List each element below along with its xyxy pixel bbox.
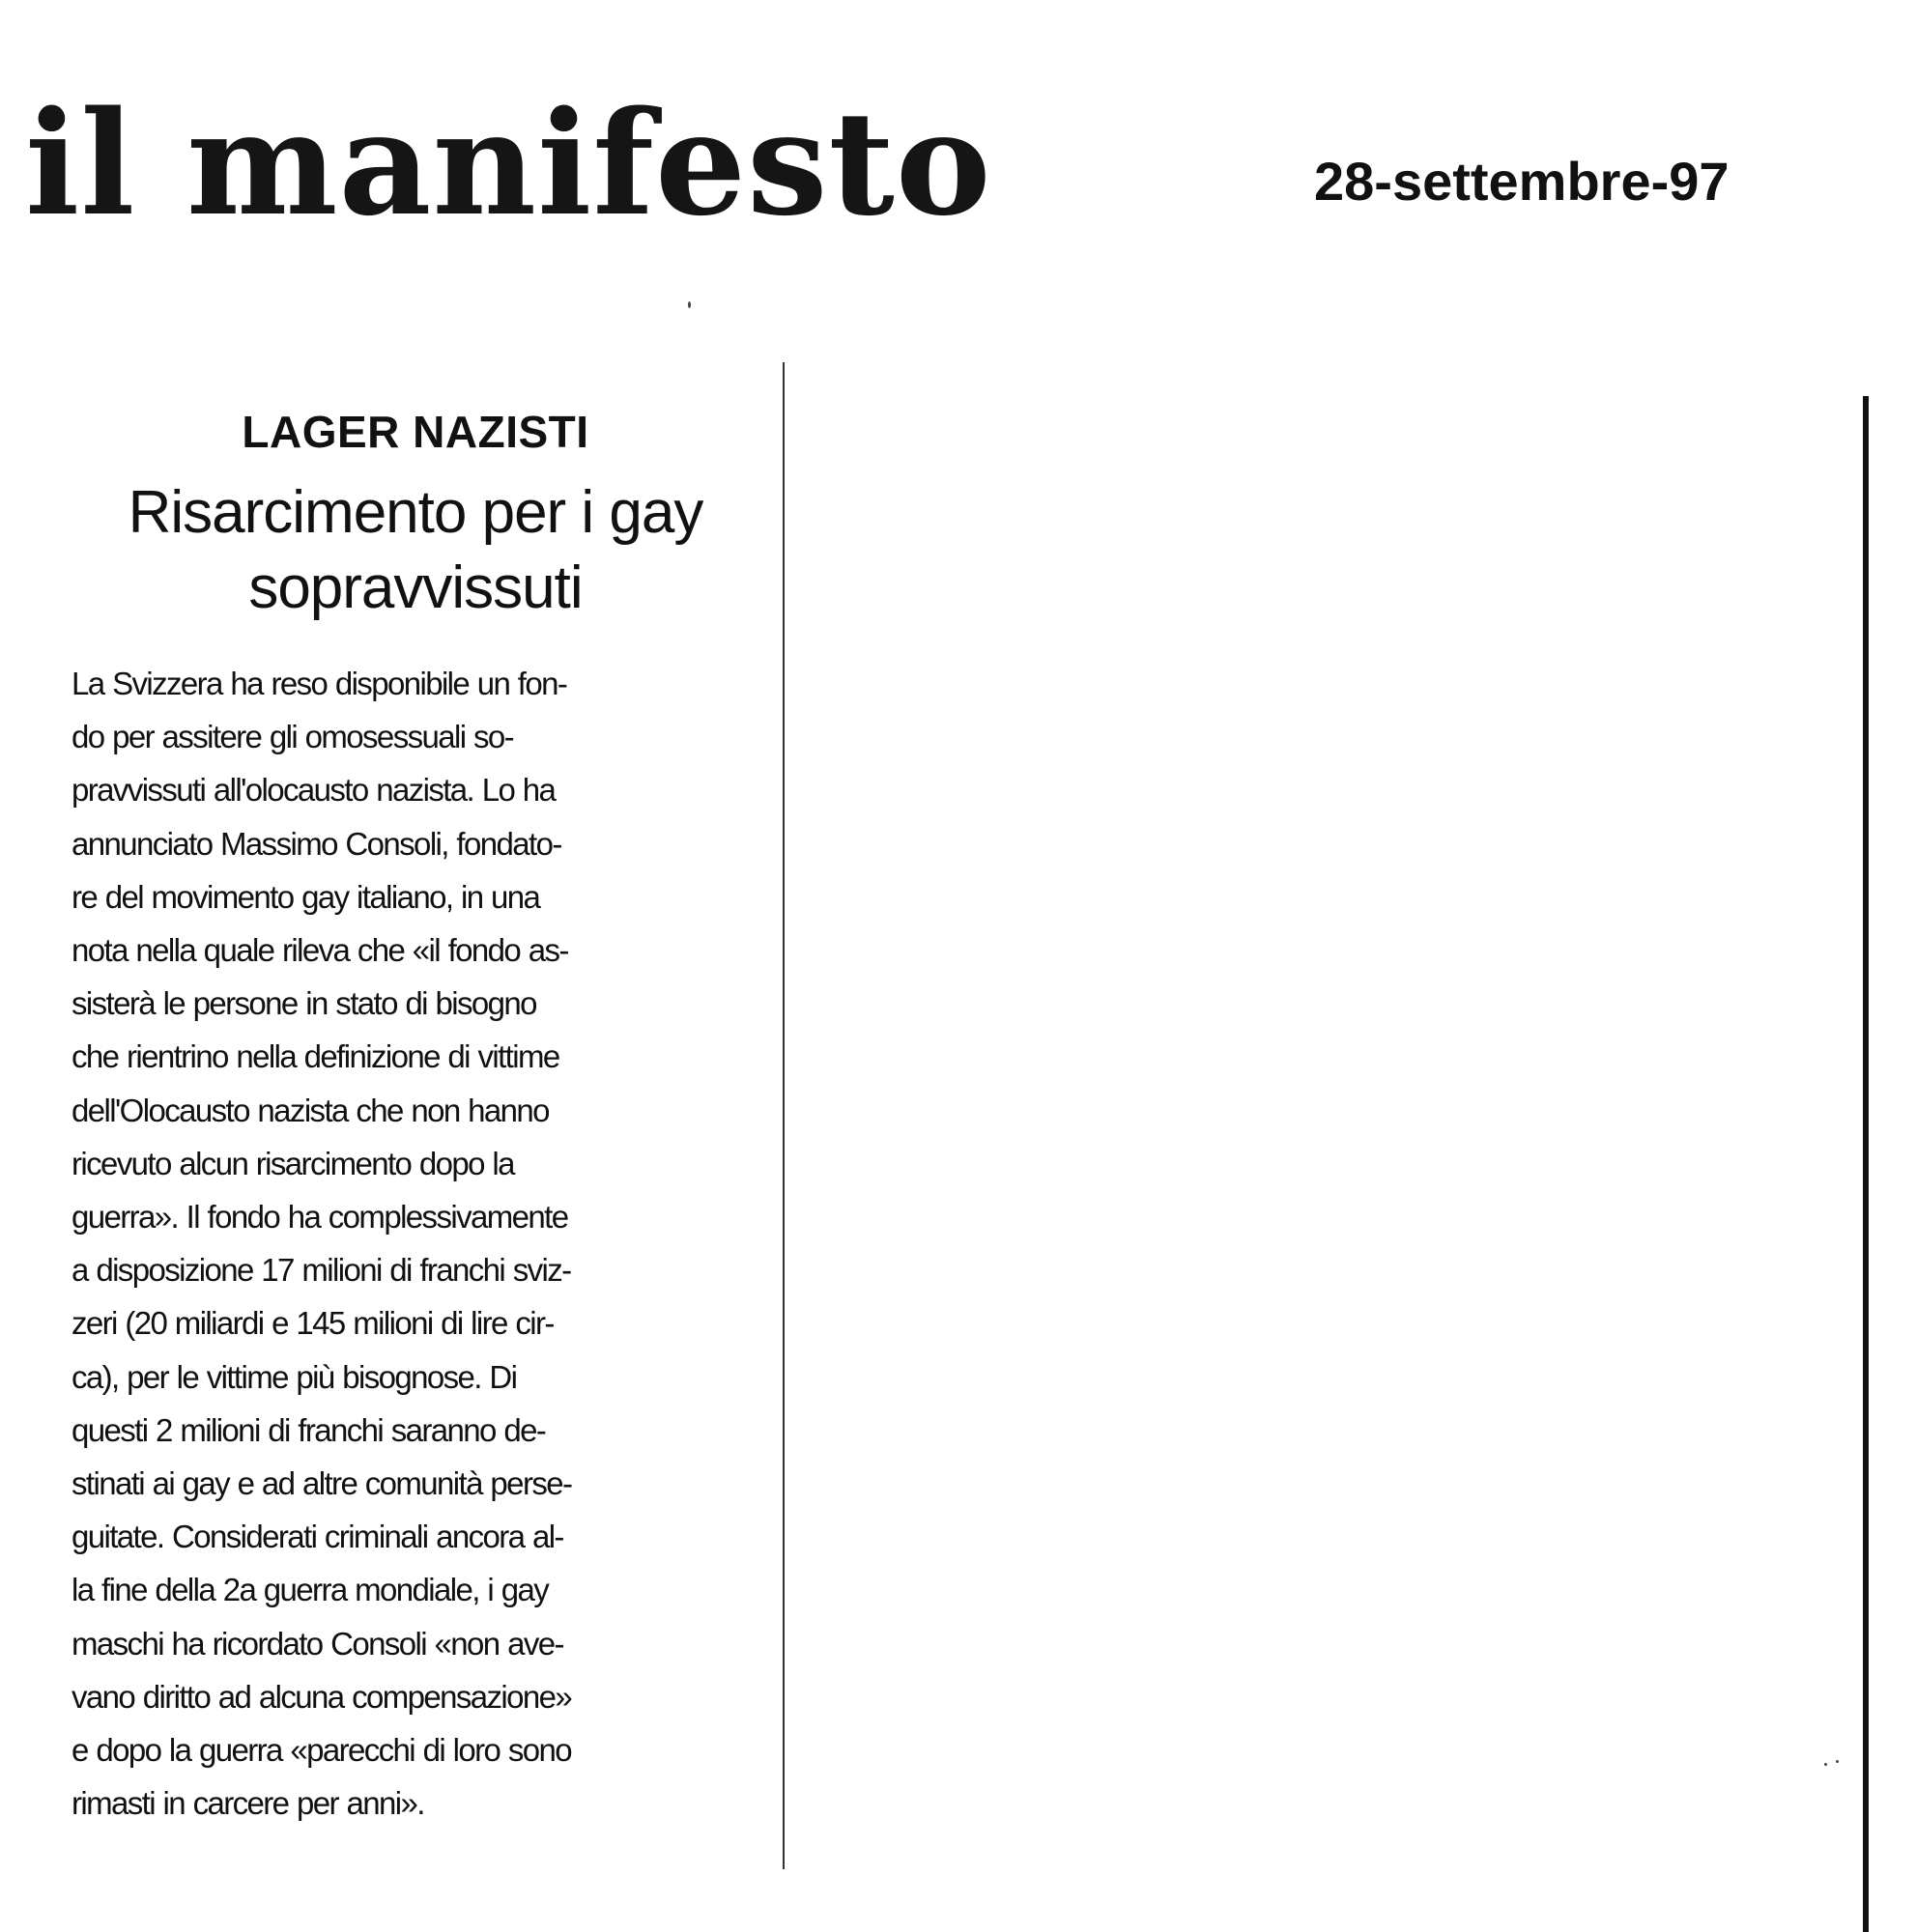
body-line: dell'Olocausto nazista che non hanno: [71, 1092, 549, 1128]
column-rule-right: [1863, 396, 1869, 1932]
headline-line: Risarcimento per i gay: [128, 479, 703, 546]
scan-speck: [688, 301, 691, 308]
body-line: la fine della 2a guerra mondiale, i gay: [71, 1572, 549, 1608]
body-line: pravvissuti all'olocausto nazista. Lo ha: [71, 772, 556, 809]
body-line: ca), per le vittime più bisognose. Di: [71, 1358, 517, 1395]
body-line: re del movimento gay italiano, in una: [71, 878, 540, 915]
body-line: maschi ha ricordato Consoli «non ave-: [71, 1625, 563, 1662]
headline-line: sopravvissuti: [248, 554, 583, 621]
body-line: guitate. Considerati criminali ancora al-: [71, 1519, 563, 1555]
body-line: vano diritto ad alcuna compensazione»: [71, 1678, 572, 1715]
newspaper-masthead: il manifesto: [25, 79, 992, 247]
scan-speck: [1836, 1760, 1839, 1763]
body-line: La Svizzera ha reso disponibile un fon-: [71, 666, 567, 701]
article-headline: [60, 475, 771, 626]
article-kicker: LAGER NAZISTI: [242, 407, 589, 457]
body-line: do per assitere gli omosessuali so-: [71, 719, 514, 755]
body-line: nota nella quale rileva che «il fondo as-: [71, 932, 568, 969]
body-line: rimasti in carcere per anni».: [71, 1785, 424, 1822]
body-line: sisterà le persone in stato di bisogno: [71, 985, 536, 1022]
body-line: stinati ai gay e ad altre comunità perse-: [71, 1465, 572, 1502]
scan-speck: [1824, 1763, 1827, 1766]
body-line: ricevuto alcun risarcimento dopo la: [71, 1145, 514, 1181]
body-line: annunciato Massimo Consoli, fondato-: [71, 825, 561, 862]
column-rule-left: [783, 362, 785, 1869]
body-line: guerra». Il fondo ha complessivamente: [71, 1199, 568, 1236]
article-body: [71, 657, 748, 1830]
body-line: questi 2 milioni di franchi saranno de-: [71, 1411, 546, 1448]
body-line: a disposizione 17 milioni di franchi sviz-: [71, 1252, 571, 1289]
body-line: che rientrino nella definizione di vittime: [71, 1038, 559, 1075]
body-line: e dopo la guerra «parecchi di loro sono: [71, 1732, 571, 1769]
body-line: zeri (20 miliardi e 145 milioni di lire cir-: [71, 1305, 554, 1342]
publication-date: 28-settembre-97: [1314, 151, 1730, 212]
